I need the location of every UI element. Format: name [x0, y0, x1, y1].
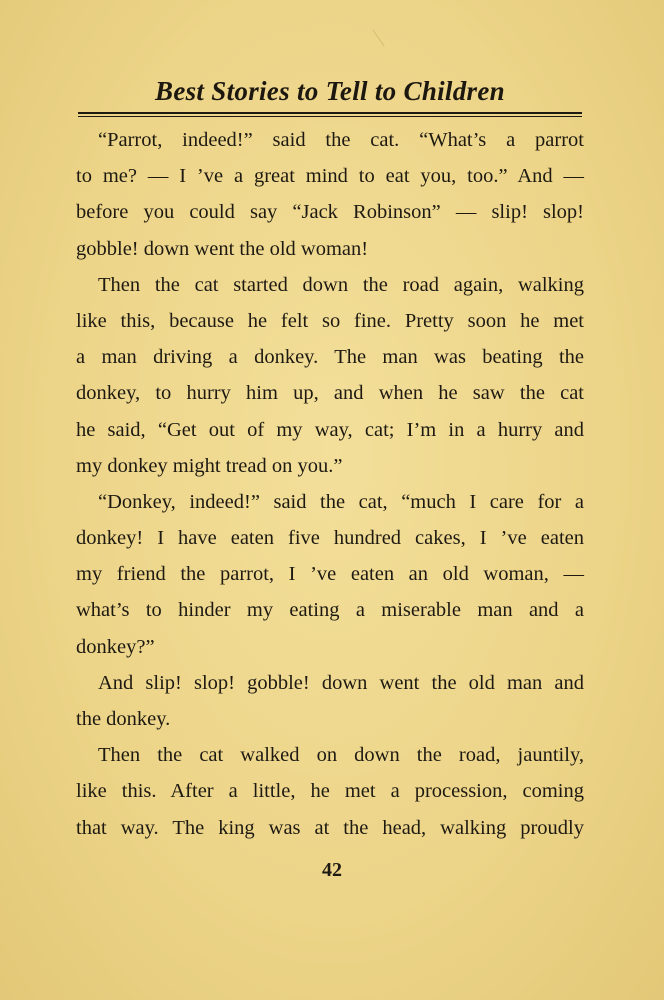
- page-number: 42: [322, 859, 342, 881]
- text-line: donkey?”: [76, 635, 155, 658]
- text-line: the donkey.: [76, 708, 171, 730]
- text-line: Then the cat walked on down the road, jauntily,: [98, 744, 584, 767]
- text-line: like this, because he felt so fine. Pretty soon he met: [76, 309, 584, 332]
- text-line: like this. After a little, he met a procession, coming: [76, 780, 584, 803]
- text-line: my donkey might tread on you.”: [76, 454, 343, 477]
- text-line: he said, “Get out of my way, cat; I’m in a hurry and: [76, 418, 584, 441]
- body-text: [76, 122, 584, 846]
- running-head: Best Stories to Tell to Children: [155, 76, 505, 106]
- text-line: what’s to hinder my eating a miserable man and a: [76, 599, 584, 622]
- text-line: “Donkey, indeed!” said the cat, “much I care for a: [98, 490, 584, 513]
- text-line: my friend the parrot, I ’ve eaten an old woman, —: [76, 563, 584, 586]
- text-line: that way. The king was at the head, walking proudly: [76, 816, 584, 839]
- text-line: And slip! slop! gobble! down went the old man and: [98, 671, 584, 694]
- text-line: gobble! down went the old woman!: [76, 237, 369, 260]
- text-line: “Parrot, indeed!” said the cat. “What’s a parrot: [98, 129, 584, 151]
- text-line: a man driving a donkey. The man was beating the: [76, 346, 584, 369]
- text-line: donkey, to hurry him up, and when he saw the cat: [76, 382, 584, 405]
- paper-crease: [372, 30, 384, 47]
- text-line: to me? — I ’ve a great mind to eat you, too.” And —: [76, 165, 584, 188]
- text-line: before you could say “Jack Robinson” — slip! slop!: [76, 201, 584, 224]
- text-line: donkey! I have eaten five hundred cakes, I ’ve eaten: [76, 527, 584, 550]
- text-line: Then the cat started down the road again, walking: [98, 273, 584, 296]
- header-rule: [78, 112, 582, 117]
